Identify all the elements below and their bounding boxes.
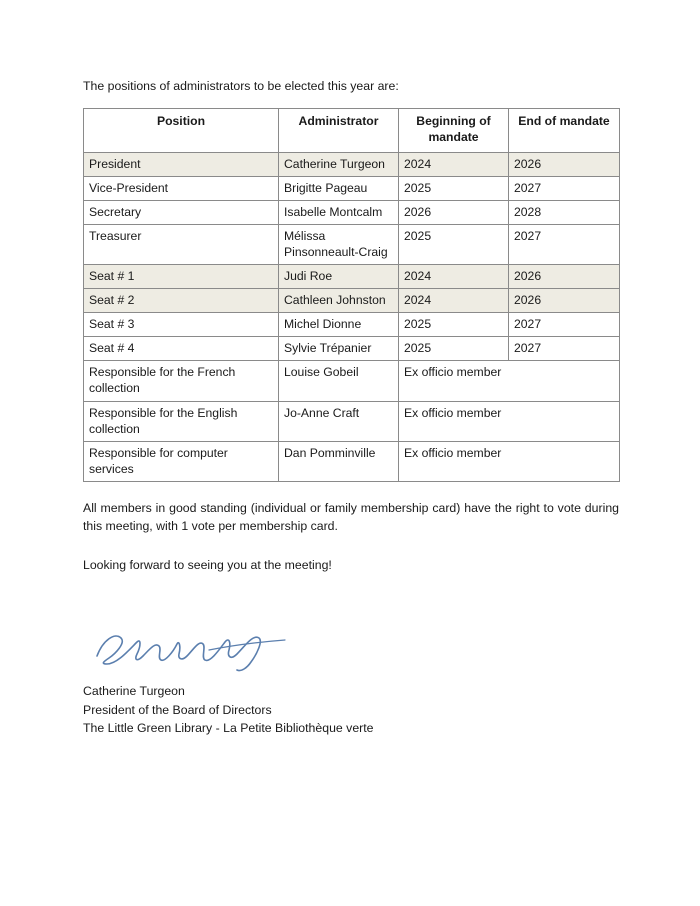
cell-end-of-mandate: 2026 xyxy=(509,289,620,313)
closing-paragraph: Looking forward to seeing you at the meeting! xyxy=(83,557,332,572)
cell-position: Responsible for the French collection xyxy=(84,361,279,401)
cell-administrator: Brigitte Pageau xyxy=(279,176,399,200)
intro-paragraph: The positions of administrators to be elected this year are: xyxy=(83,79,399,93)
table-row xyxy=(84,361,620,401)
cell-end-of-mandate: 2028 xyxy=(509,200,620,224)
table-row xyxy=(84,224,620,264)
cell-administrator: Catherine Turgeon xyxy=(279,152,399,176)
cell-beginning-of-mandate: 2025 xyxy=(399,313,509,337)
cell-mandate-ex-officio: Ex officio member xyxy=(399,361,620,401)
cell-beginning-of-mandate: 2024 xyxy=(399,289,509,313)
table-header xyxy=(84,108,620,152)
document-body xyxy=(83,78,619,738)
signature-whitespace xyxy=(83,590,263,606)
cell-administrator: Judi Roe xyxy=(279,265,399,289)
table-row xyxy=(84,152,620,176)
cell-end-of-mandate: 2026 xyxy=(509,152,620,176)
table-row xyxy=(84,176,620,200)
column-header-beginning-of-mandate: Beginning of mandate xyxy=(399,108,509,152)
board-positions-table xyxy=(83,108,620,482)
cell-position: Responsible for the English collection xyxy=(84,401,279,441)
cell-end-of-mandate: 2027 xyxy=(509,224,620,264)
cell-mandate-ex-officio: Ex officio member xyxy=(399,401,620,441)
cell-beginning-of-mandate: 2025 xyxy=(399,224,509,264)
table-row xyxy=(84,200,620,224)
cell-position: Seat # 1 xyxy=(84,265,279,289)
cell-administrator: Cathleen Johnston xyxy=(279,289,399,313)
table-row xyxy=(84,313,620,337)
cell-end-of-mandate: 2027 xyxy=(509,176,620,200)
voting-rights-paragraph: All members in good standing (individual or family membership card) have the right to vote during this meeting, with 1 vote per membership card. xyxy=(83,500,619,534)
column-header-end-of-mandate: End of mandate xyxy=(509,108,620,152)
column-header-administrator: Administrator xyxy=(279,108,399,152)
signature-details xyxy=(83,682,619,737)
cell-position: Seat # 2 xyxy=(84,289,279,313)
cell-position: Seat # 4 xyxy=(84,337,279,361)
table-row xyxy=(84,337,620,361)
table-body xyxy=(84,152,620,481)
cell-position: Secretary xyxy=(84,200,279,224)
cell-administrator: Isabelle Montcalm xyxy=(279,200,399,224)
cell-end-of-mandate: 2027 xyxy=(509,313,620,337)
cell-end-of-mandate: 2027 xyxy=(509,337,620,361)
signature-block xyxy=(83,596,619,682)
table-row xyxy=(84,441,620,481)
cell-administrator: Sylvie Trépanier xyxy=(279,337,399,361)
cell-administrator: Mélissa Pinsonneault-Craig xyxy=(279,224,399,264)
cell-beginning-of-mandate: 2024 xyxy=(399,265,509,289)
cell-mandate-ex-officio: Ex officio member xyxy=(399,441,620,481)
table-row xyxy=(84,401,620,441)
cell-beginning-of-mandate: 2024 xyxy=(399,152,509,176)
cell-position: Responsible for computer services xyxy=(84,441,279,481)
cell-end-of-mandate: 2026 xyxy=(509,265,620,289)
cell-position: Seat # 3 xyxy=(84,313,279,337)
cell-position: President xyxy=(84,152,279,176)
cell-beginning-of-mandate: 2025 xyxy=(399,337,509,361)
cell-administrator: Michel Dionne xyxy=(279,313,399,337)
cell-administrator: Dan Pomminville xyxy=(279,441,399,481)
handwritten-signature-icon xyxy=(89,620,319,678)
column-header-position: Position xyxy=(84,108,279,152)
cell-administrator: Jo-Anne Craft xyxy=(279,401,399,441)
cell-administrator: Louise Gobeil xyxy=(279,361,399,401)
table-row xyxy=(84,265,620,289)
cell-beginning-of-mandate: 2025 xyxy=(399,176,509,200)
table-header-row xyxy=(84,108,620,152)
signer-name: Catherine Turgeon xyxy=(83,684,185,699)
table-row xyxy=(84,289,620,313)
signer-title: President of the Board of Directors xyxy=(83,702,272,717)
cell-position: Treasurer xyxy=(84,224,279,264)
cell-beginning-of-mandate: 2026 xyxy=(399,200,509,224)
organization-name: The Little Green Library - La Petite Bibliothèque verte xyxy=(83,721,374,736)
cell-position: Vice-President xyxy=(84,176,279,200)
